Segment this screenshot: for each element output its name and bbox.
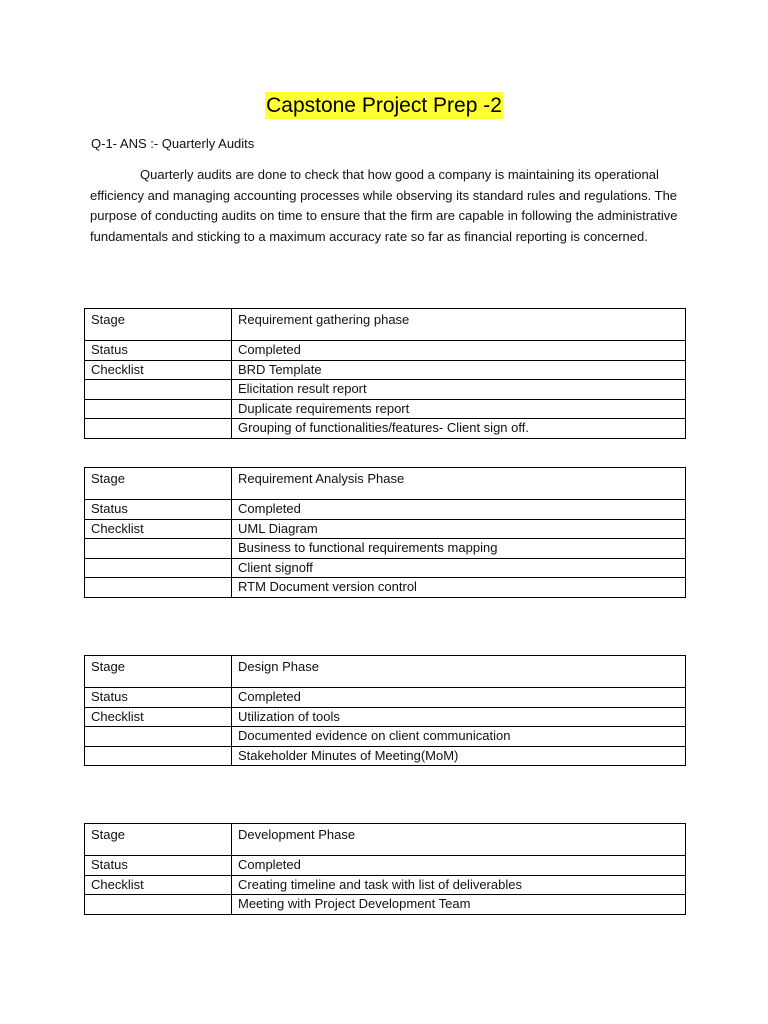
stage-label: Stage xyxy=(85,656,232,688)
table-row xyxy=(85,558,686,578)
empty-cell xyxy=(85,895,232,915)
checklist-item: Meeting with Project Development Team xyxy=(232,895,686,915)
table-row xyxy=(85,419,686,439)
stage-table-development xyxy=(84,823,686,915)
table-row xyxy=(85,875,686,895)
stage-value: Requirement gathering phase xyxy=(232,309,686,341)
empty-cell xyxy=(85,419,232,439)
status-label: Status xyxy=(85,341,232,361)
empty-cell xyxy=(85,578,232,598)
empty-cell xyxy=(85,399,232,419)
checklist-item: Creating timeline and task with list of deliverables xyxy=(232,875,686,895)
checklist-item: RTM Document version control xyxy=(232,578,686,598)
status-value: Completed xyxy=(232,856,686,876)
stage-label: Stage xyxy=(85,309,232,341)
stage-value: Development Phase xyxy=(232,824,686,856)
table-row xyxy=(85,578,686,598)
stage-table-requirement-analysis xyxy=(84,467,686,598)
stage-value: Design Phase xyxy=(232,656,686,688)
table-row xyxy=(85,688,686,708)
status-value: Completed xyxy=(232,341,686,361)
table-row xyxy=(85,468,686,500)
table-row xyxy=(85,309,686,341)
status-label: Status xyxy=(85,856,232,876)
checklist-item: UML Diagram xyxy=(232,519,686,539)
stage-value: Requirement Analysis Phase xyxy=(232,468,686,500)
empty-cell xyxy=(85,558,232,578)
checklist-label: Checklist xyxy=(85,875,232,895)
checklist-item: Grouping of functionalities/features- Client sign off. xyxy=(232,419,686,439)
status-value: Completed xyxy=(232,688,686,708)
table-row xyxy=(85,746,686,766)
status-value: Completed xyxy=(232,500,686,520)
empty-cell xyxy=(85,746,232,766)
table-row xyxy=(85,360,686,380)
checklist-item: BRD Template xyxy=(232,360,686,380)
answer-paragraph xyxy=(90,165,690,247)
stage-label: Stage xyxy=(85,824,232,856)
checklist-item: Utilization of tools xyxy=(232,707,686,727)
table-row xyxy=(85,707,686,727)
table-row xyxy=(85,727,686,747)
title-container xyxy=(0,92,768,119)
checklist-label: Checklist xyxy=(85,360,232,380)
checklist-item: Duplicate requirements report xyxy=(232,399,686,419)
stage-table-requirement-gathering xyxy=(84,308,686,439)
table-row xyxy=(85,856,686,876)
table-row xyxy=(85,341,686,361)
table-row xyxy=(85,380,686,400)
checklist-item: Business to functional requirements mapping xyxy=(232,539,686,559)
checklist-item: Documented evidence on client communication xyxy=(232,727,686,747)
status-label: Status xyxy=(85,688,232,708)
checklist-label: Checklist xyxy=(85,707,232,727)
table-row xyxy=(85,399,686,419)
empty-cell xyxy=(85,727,232,747)
empty-cell xyxy=(85,380,232,400)
table-row xyxy=(85,824,686,856)
checklist-item: Client signoff xyxy=(232,558,686,578)
table-row xyxy=(85,500,686,520)
table-row xyxy=(85,519,686,539)
stage-label: Stage xyxy=(85,468,232,500)
checklist-label: Checklist xyxy=(85,519,232,539)
status-label: Status xyxy=(85,500,232,520)
answer-text: Quarterly audits are done to check that how good a company is maintaining its operational efficiency and managing accounting processes while observing its standard rules and regulations. The purpose of conducting audits on time to ensure that the firm are capable in following the administrative fundamentals and sticking to a maximum accuracy rate so far as financial reporting is concerned. xyxy=(90,167,678,244)
table-row xyxy=(85,895,686,915)
checklist-item: Elicitation result report xyxy=(232,380,686,400)
checklist-item: Stakeholder Minutes of Meeting(MoM) xyxy=(232,746,686,766)
empty-cell xyxy=(85,539,232,559)
document-title: Capstone Project Prep -2 xyxy=(266,94,502,117)
question-heading: Q-1- ANS :- Quarterly Audits xyxy=(91,136,255,151)
table-row xyxy=(85,656,686,688)
stage-table-design xyxy=(84,655,686,766)
table-row xyxy=(85,539,686,559)
